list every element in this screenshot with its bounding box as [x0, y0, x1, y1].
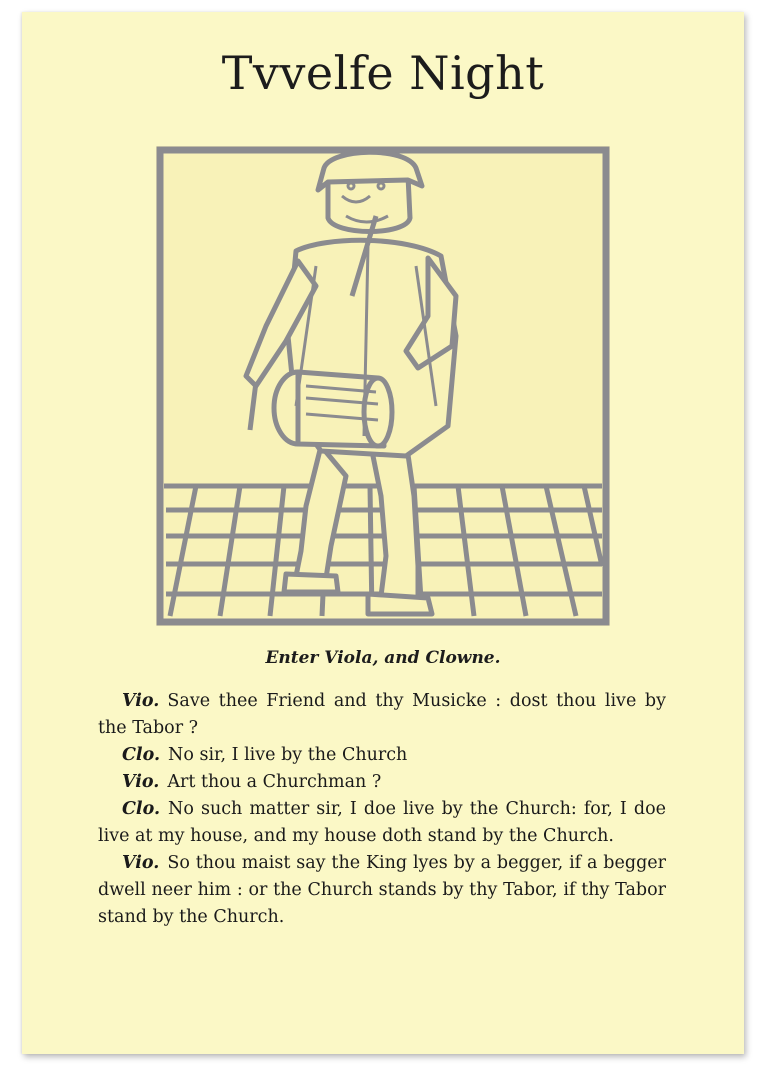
speaker-label: Clo. — [122, 745, 161, 765]
speech-text: No such matter sir, I doe live by the Church: for, I doe live at my house, and my house doth stand by the Church. — [98, 799, 666, 846]
woodcut-illustration — [156, 146, 610, 626]
playbill-card — [22, 12, 744, 1054]
speaker-label: Vio. — [122, 691, 160, 711]
page-title: Tvvelfe Night — [221, 46, 545, 100]
tabor-player-icon — [156, 146, 610, 626]
dialogue-block — [98, 688, 666, 931]
speech-line — [98, 688, 666, 742]
speech-line — [98, 850, 666, 931]
speech-text: No sir, I live by the Church — [168, 745, 408, 765]
speech-text: So thou maist say the King lyes by a begger, if a begger dwell neer him : or the Church stands by thy Tabor, if thy Tabor stand by the Church. — [98, 853, 666, 927]
speaker-label: Vio. — [122, 853, 160, 873]
speaker-label: Clo. — [122, 799, 161, 819]
speech-text: Save thee Friend and thy Musicke : dost thou live by the Tabor ? — [98, 691, 666, 738]
stage-direction: Enter Viola, and Clowne. — [265, 648, 501, 668]
speech-line — [98, 796, 666, 850]
speech-line — [98, 769, 666, 796]
speech-line — [98, 742, 666, 769]
speaker-label: Vio. — [122, 772, 160, 792]
speech-text: Art thou a Churchman ? — [167, 772, 382, 792]
